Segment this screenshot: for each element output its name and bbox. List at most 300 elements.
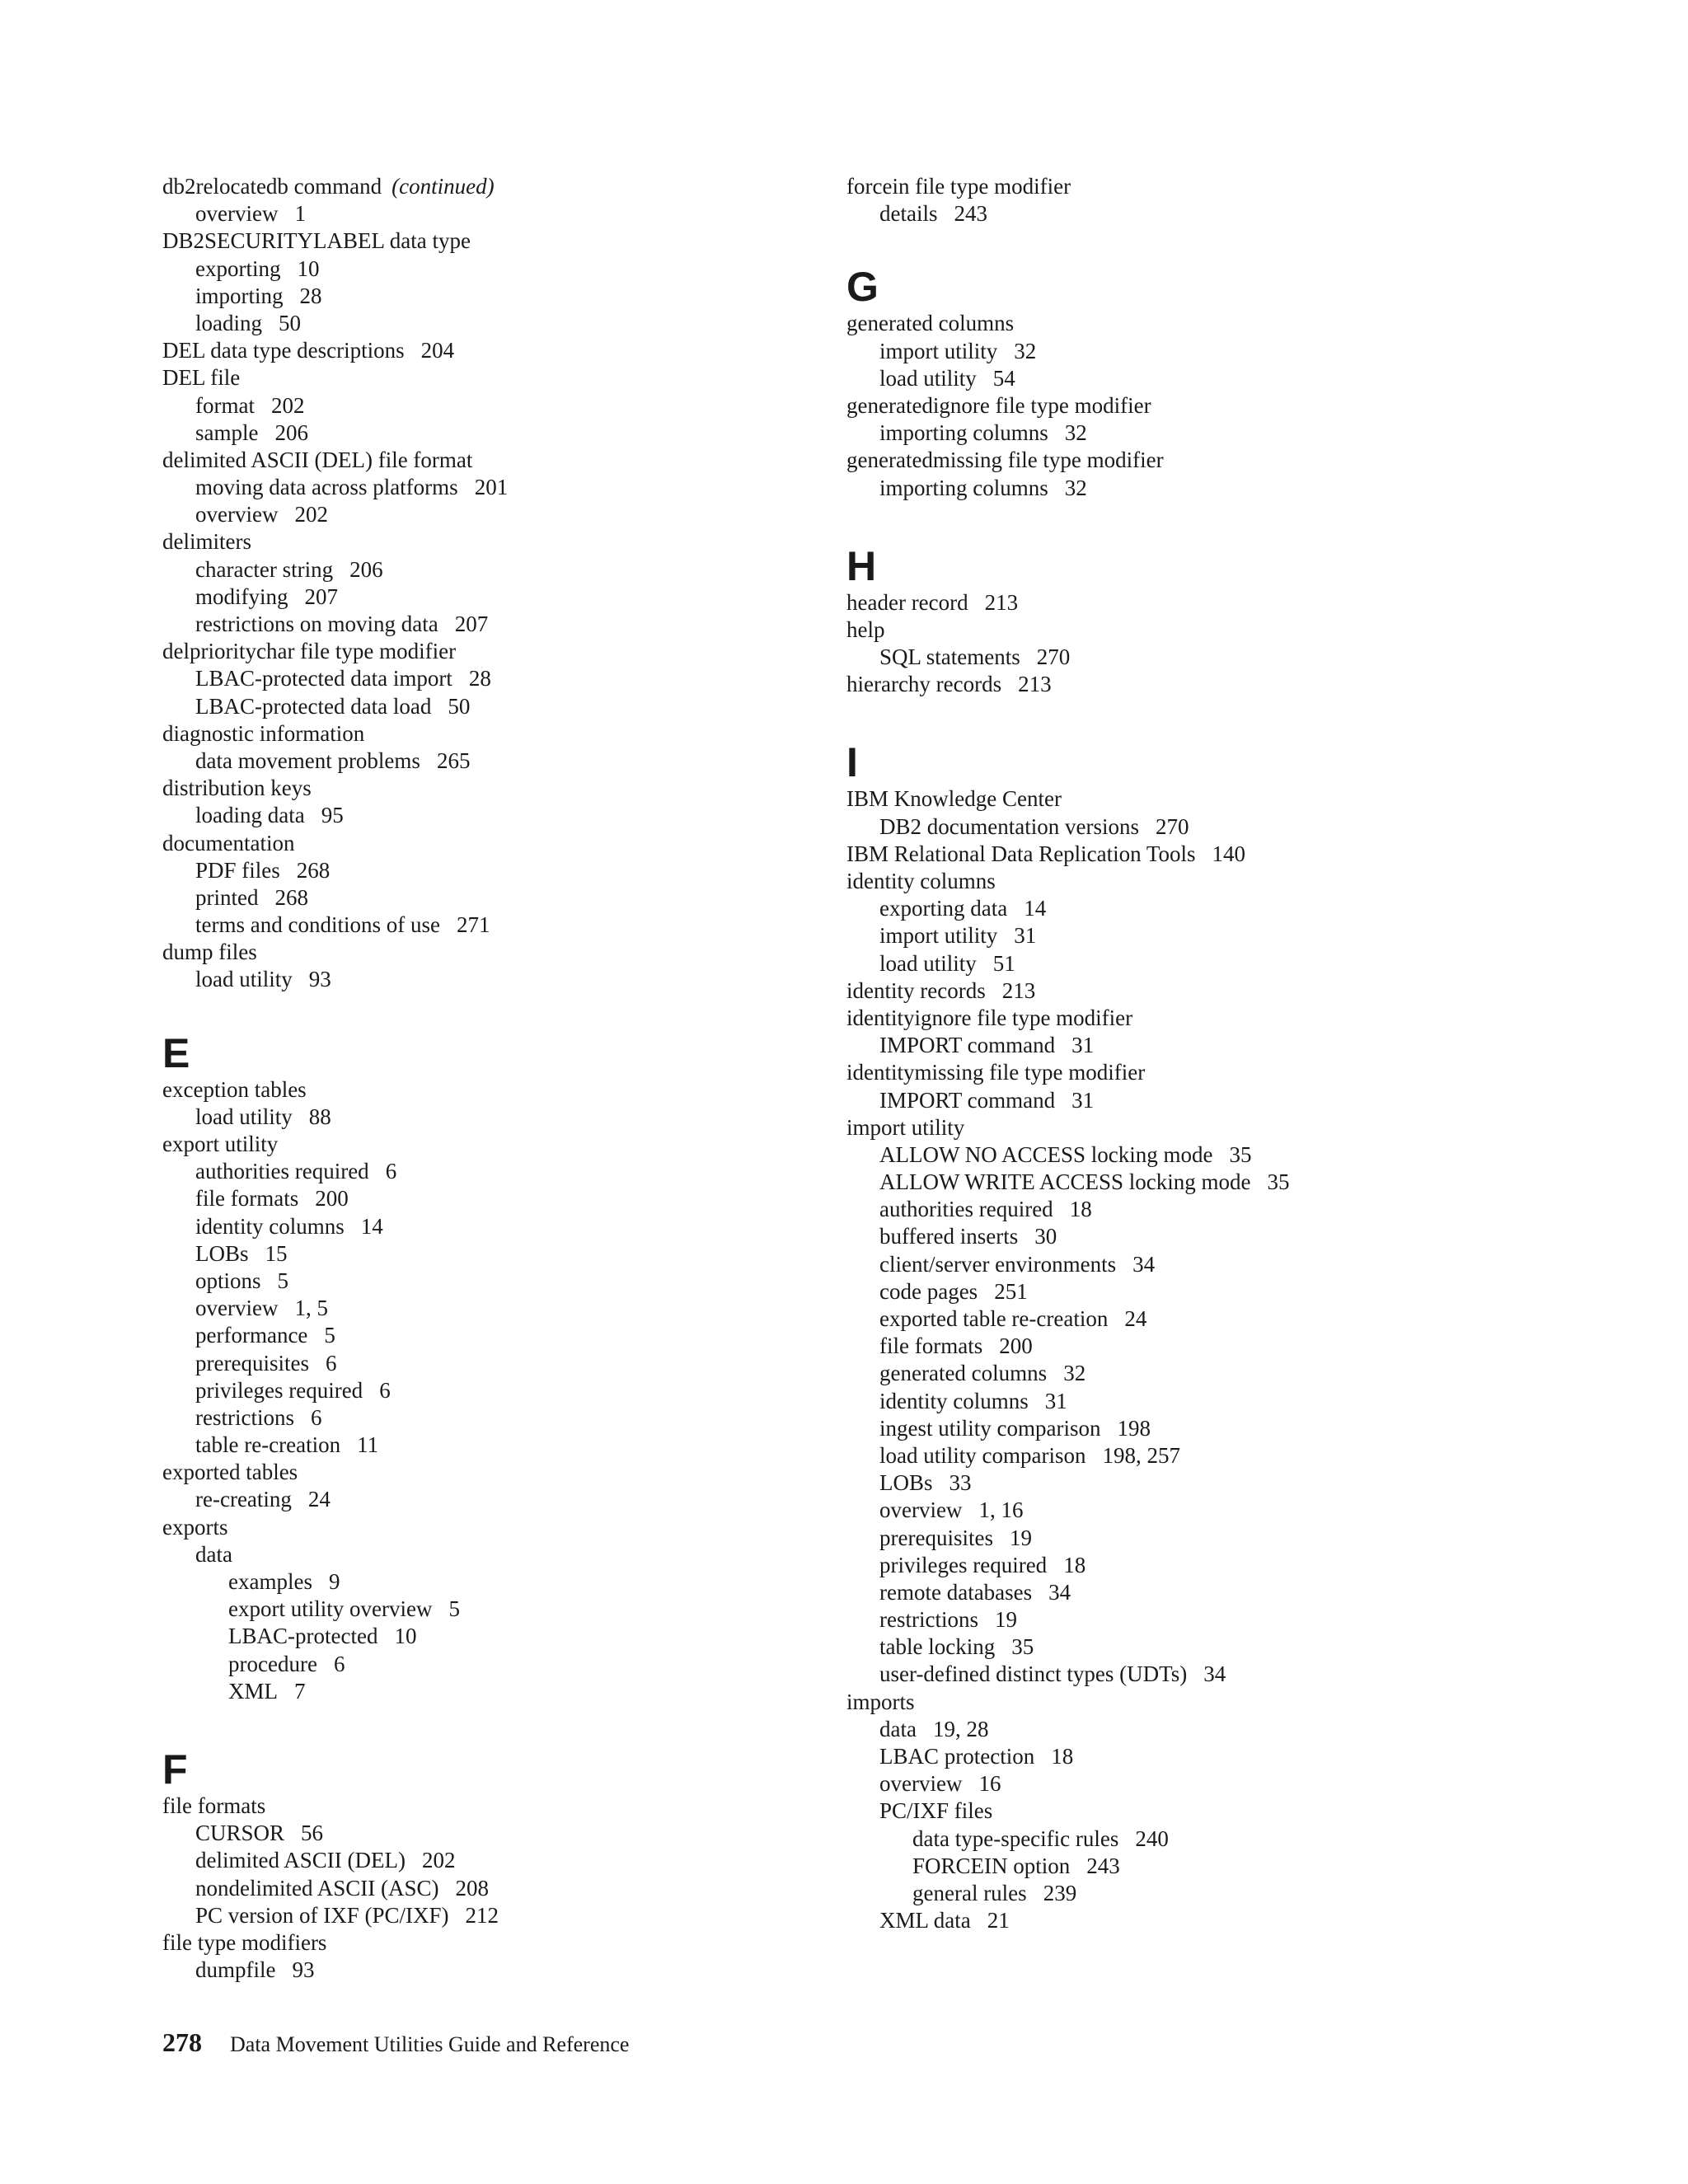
index-entry (846, 447, 1522, 474)
index-term: generatedignore file type modifier (846, 392, 1151, 418)
index-term: distribution keys (162, 776, 312, 801)
index-entry (846, 1552, 1522, 1579)
index-term: dumpfile (195, 1957, 276, 1983)
index-entry (846, 1689, 1522, 1716)
index-term: generated columns (879, 1361, 1048, 1386)
page-reference: 9 (328, 1569, 340, 1594)
index-entry (162, 1541, 789, 1568)
index-entry (162, 528, 789, 555)
index-term: client/server environments (879, 1251, 1117, 1277)
index-term: documentation (162, 830, 295, 855)
index-term: loading data (195, 803, 305, 828)
page-reference: 5 (277, 1268, 289, 1293)
page-reference: 202 (421, 1848, 456, 1873)
page-reference: 5 (324, 1323, 335, 1348)
continued-note: (continued) (392, 174, 495, 199)
book-title: Data Movement Utilities Guide and Reference (230, 2032, 630, 2056)
page-reference: 207 (304, 583, 338, 609)
index-term: user-defined distinct types (UDTs) (879, 1661, 1188, 1687)
index-entry (846, 1797, 1522, 1825)
index-entry (846, 200, 1522, 227)
index-term: moving data across platforms (195, 475, 458, 500)
index-entry (846, 1305, 1522, 1333)
page-reference: 35 (1267, 1169, 1290, 1195)
index-entry (162, 1929, 789, 1957)
page-reference: 206 (274, 419, 308, 445)
page-reference: 56 (301, 1821, 324, 1846)
index-term: ingest utility comparison (879, 1415, 1101, 1441)
index-entry (162, 1623, 789, 1650)
index-term: sample (195, 419, 259, 445)
page-reference: 93 (292, 1957, 315, 1983)
page-reference: 14 (1024, 896, 1047, 921)
page-reference: 10 (297, 255, 320, 281)
index-entry (846, 1087, 1522, 1114)
index-term: export utility (162, 1132, 279, 1156)
index-entry (162, 1131, 789, 1158)
index-entry (846, 173, 1522, 200)
page-reference: 18 (1069, 1197, 1092, 1222)
index-term: hierarchy records (846, 672, 1002, 697)
page-reference: 6 (325, 1350, 337, 1376)
index-entry (162, 501, 789, 528)
page-reference: 11 (357, 1432, 379, 1458)
page-reference: 14 (360, 1213, 383, 1239)
index-term: PDF files (195, 857, 280, 883)
index-entry (162, 1350, 789, 1377)
index-term: overview (195, 201, 279, 227)
index-entry (846, 1141, 1522, 1169)
index-entry (846, 589, 1522, 616)
page-number: 278 (162, 2027, 202, 2057)
index-entry (162, 939, 789, 966)
index-term: data type-specific rules (912, 1825, 1119, 1851)
index-entry (846, 1223, 1522, 1250)
index-term: load utility (879, 950, 977, 976)
index-term: importing (195, 283, 284, 308)
page-reference: 95 (321, 803, 344, 828)
index-entry (846, 616, 1522, 644)
index-term: modifying (195, 583, 288, 609)
index-entry (846, 895, 1522, 922)
page-reference: 202 (294, 502, 328, 527)
index-term: load utility (195, 1104, 293, 1129)
page-reference: 268 (296, 857, 331, 883)
page-reference: 19 (1009, 1525, 1032, 1550)
page-reference: 34 (1132, 1251, 1156, 1277)
index-entry (162, 1104, 789, 1131)
index-entry (162, 1957, 789, 1984)
index-entry (162, 1459, 789, 1486)
index-term: db2relocatedb command (162, 174, 382, 199)
index-term: identity columns (879, 1388, 1029, 1413)
page-reference: 251 (994, 1278, 1028, 1304)
index-entry (846, 1278, 1522, 1305)
index-term: general rules (912, 1880, 1027, 1905)
index-term: LOBs (879, 1470, 933, 1496)
index-term: import utility (879, 338, 998, 363)
index-entry (162, 693, 789, 720)
index-entry (846, 1907, 1522, 1934)
page-reference: 10 (394, 1624, 417, 1649)
index-entry (162, 1432, 789, 1459)
index-term: table re-creation (195, 1432, 341, 1458)
index-entry (162, 830, 789, 857)
index-term: overview (879, 1771, 963, 1797)
index-term: file type modifiers (162, 1929, 327, 1955)
index-term: CURSOR (195, 1821, 285, 1846)
page-reference: 50 (279, 310, 301, 335)
index-term: file formats (162, 1793, 266, 1818)
index-term: code pages (879, 1278, 978, 1304)
index-entry (162, 1678, 789, 1705)
page-reference: 50 (448, 693, 471, 719)
index-entry (846, 475, 1522, 502)
index-term: load utility (879, 365, 977, 391)
index-entry (162, 1847, 789, 1874)
index-entry (846, 1360, 1522, 1387)
index-entry (846, 419, 1522, 447)
index-term: options (195, 1268, 261, 1293)
page-reference: 271 (456, 912, 490, 938)
index-entry (846, 392, 1522, 419)
index-term: generatedmissing file type modifier (846, 448, 1164, 473)
index-entry (846, 1032, 1522, 1059)
index-entry (162, 364, 789, 391)
index-term: import utility (879, 923, 998, 949)
index-entry (162, 720, 789, 748)
index-entry (846, 813, 1522, 841)
index-term: prerequisites (195, 1350, 309, 1376)
index-entry (162, 310, 789, 337)
index-term: ALLOW WRITE ACCESS locking mode (879, 1169, 1251, 1195)
page-reference: 32 (1064, 420, 1087, 446)
index-term: PC version of IXF (PC/IXF) (195, 1902, 449, 1928)
index-term: overview (879, 1497, 963, 1523)
page-reference: 15 (265, 1240, 288, 1266)
index-entry (162, 1295, 789, 1322)
index-term: LOBs (195, 1240, 249, 1266)
index-term: nondelimited ASCII (ASC) (195, 1875, 439, 1900)
index-column-right (846, 173, 1522, 1934)
page-reference: 31 (1014, 923, 1037, 949)
index-entry (846, 1196, 1522, 1223)
index-term: details (879, 201, 938, 227)
index-entry (162, 1377, 789, 1404)
page-reference: 18 (1063, 1552, 1086, 1577)
index-entry (846, 841, 1522, 868)
index-term: exports (162, 1514, 228, 1540)
index-term: DEL data type descriptions (162, 338, 405, 363)
index-term: data (879, 1716, 917, 1741)
page-reference: 6 (310, 1404, 322, 1430)
index-term: overview (195, 1296, 279, 1321)
index-term: identity records (846, 977, 986, 1003)
page-reference: 213 (1018, 672, 1052, 697)
page-reference: 88 (308, 1104, 331, 1129)
page-reference: 7 (294, 1678, 306, 1704)
index-entry (162, 200, 789, 227)
index-term: delprioritychar file type modifier (162, 639, 457, 664)
index-term: data movement problems (195, 748, 420, 773)
index-entry (162, 337, 789, 364)
index-term: exception tables (162, 1076, 307, 1102)
index-entry (846, 1525, 1522, 1552)
index-term: forcein file type modifier (846, 174, 1071, 199)
page-reference: 140 (1212, 841, 1246, 866)
page-reference: 265 (436, 748, 471, 773)
page-reference: 93 (308, 967, 331, 992)
index-term: IBM Knowledge Center (846, 786, 1062, 812)
index-entry (846, 977, 1522, 1005)
index-entry (162, 802, 789, 829)
page-reference: 35 (1229, 1141, 1252, 1167)
index-term: importing columns (879, 475, 1048, 500)
index-entry (846, 365, 1522, 392)
index-entry (846, 1497, 1522, 1524)
index-term: header record (846, 589, 968, 615)
index-entry (162, 474, 789, 501)
index-term: identitymissing file type modifier (846, 1060, 1146, 1085)
index-entry (162, 966, 789, 993)
page-reference: 200 (315, 1186, 349, 1212)
page-reference: 212 (465, 1902, 499, 1928)
page-reference: 198, 257 (1102, 1442, 1180, 1468)
index-term: buffered inserts (879, 1224, 1019, 1249)
index-entry (162, 748, 789, 775)
index-term: terms and conditions of use (195, 912, 440, 938)
page-reference: 243 (954, 201, 987, 227)
index-term: help (846, 616, 885, 642)
page-footer (162, 2027, 629, 2058)
index-entry (846, 1333, 1522, 1360)
page-reference: 31 (1071, 1087, 1095, 1113)
page-reference: 18 (1051, 1744, 1074, 1769)
index-term: LBAC-protected (228, 1624, 378, 1649)
index-term: format (195, 392, 255, 418)
page-reference: 5 (448, 1596, 460, 1622)
index-entry (846, 1770, 1522, 1797)
index-term: FORCEIN option (912, 1853, 1071, 1878)
index-term: DB2SECURITYLABEL data type (162, 228, 471, 254)
index-entry (846, 868, 1522, 895)
index-term: ALLOW NO ACCESS locking mode (879, 1141, 1213, 1167)
page-reference: 32 (1014, 338, 1037, 363)
index-entry (162, 556, 789, 583)
index-entry (846, 1825, 1522, 1853)
page-reference: 30 (1034, 1224, 1057, 1249)
index-entry (162, 583, 789, 611)
index-entry (162, 1404, 789, 1432)
index-entry (162, 1514, 789, 1541)
index-entry (846, 922, 1522, 949)
page-reference: 24 (1124, 1306, 1147, 1331)
page-reference: 6 (385, 1159, 397, 1184)
section-letter: I (846, 739, 858, 786)
index-entry (846, 1469, 1522, 1497)
page-reference: 198 (1117, 1415, 1151, 1441)
page-reference: 1, 16 (978, 1497, 1024, 1523)
index-entry (162, 638, 789, 665)
index-entry (846, 1388, 1522, 1415)
page-reference: 6 (379, 1377, 391, 1403)
index-term: exported table re-creation (879, 1306, 1109, 1331)
index-entry (162, 1486, 789, 1513)
page-reference: 32 (1064, 475, 1087, 500)
page-reference: 208 (455, 1875, 489, 1900)
index-term: export utility overview (228, 1596, 433, 1622)
index-entry (162, 173, 789, 200)
page-reference: 6 (333, 1651, 345, 1676)
index-entry (162, 392, 789, 419)
index-entry (162, 1213, 789, 1240)
index-entry (162, 1158, 789, 1185)
index-term: delimited ASCII (DEL) file format (162, 447, 473, 472)
index-entry (846, 1661, 1522, 1688)
page-reference: 207 (454, 612, 489, 636)
page-reference: 213 (984, 589, 1019, 615)
page-reference: 206 (349, 556, 383, 582)
index-term: exported tables (162, 1460, 298, 1485)
index-entry (162, 419, 789, 447)
index-entry (162, 1240, 789, 1268)
page-reference: 239 (1043, 1880, 1077, 1905)
index-entry (162, 1820, 789, 1847)
index-entry (162, 1902, 789, 1929)
page-reference: 16 (978, 1771, 1001, 1797)
index-term: overview (195, 502, 279, 527)
index-entry (162, 1596, 789, 1623)
index-entry (162, 1185, 789, 1212)
index-entry (162, 1793, 789, 1820)
page-reference: 204 (420, 338, 455, 363)
index-term: IMPORT command (879, 1087, 1056, 1113)
page-reference: 243 (1086, 1853, 1120, 1878)
index-entry (162, 611, 789, 638)
section-letter: F (162, 1746, 188, 1793)
page-reference: 202 (270, 392, 305, 418)
page-reference: 34 (1048, 1579, 1071, 1605)
index-term: diagnostic information (162, 720, 365, 746)
index-term: printed (195, 884, 259, 910)
index-term: restrictions on moving data (195, 612, 438, 636)
page-reference: 32 (1063, 1361, 1086, 1386)
index-entry (846, 310, 1522, 337)
index-term: import utility (846, 1114, 965, 1140)
index-term: IBM Relational Data Replication Tools (846, 841, 1196, 866)
page-reference: 35 (1011, 1634, 1034, 1660)
index-entry (846, 671, 1522, 698)
page-reference: 31 (1044, 1388, 1067, 1413)
index-term: file formats (879, 1333, 983, 1359)
index-term: remote databases (879, 1579, 1033, 1605)
index-term: load utility comparison (879, 1442, 1086, 1468)
index-entry (846, 1251, 1522, 1278)
page-reference: 270 (1036, 644, 1071, 670)
index-entry (846, 1059, 1522, 1086)
index-term: character string (195, 556, 334, 582)
index-term: identity columns (195, 1213, 345, 1239)
index-entry (846, 1743, 1522, 1770)
index-term: dump files (162, 940, 257, 965)
index-term: identityignore file type modifier (846, 1005, 1133, 1030)
index-entry (846, 785, 1522, 813)
index-entry (846, 1579, 1522, 1606)
index-entry (162, 1076, 789, 1104)
index-term: XML data (879, 1908, 971, 1933)
index-term: prerequisites (879, 1525, 993, 1550)
index-term: LBAC-protected data import (195, 666, 452, 691)
index-term: load utility (195, 967, 293, 992)
index-entry (162, 255, 789, 283)
page-reference: 270 (1155, 813, 1189, 839)
index-entry (162, 1568, 789, 1596)
index-term: generated columns (846, 311, 1015, 336)
index-entry (162, 1268, 789, 1295)
index-entry (162, 1322, 789, 1349)
page-reference: 213 (1001, 977, 1036, 1003)
index-entry (162, 775, 789, 802)
index-entry (162, 1651, 789, 1678)
index-term: exporting data (879, 896, 1008, 921)
page-reference: 51 (992, 950, 1015, 976)
index-entry (846, 1415, 1522, 1442)
page-reference: 19 (994, 1607, 1017, 1633)
page-reference: 28 (468, 666, 491, 691)
index-term: privileges required (879, 1552, 1048, 1577)
index-term: PC/IXF files (879, 1798, 993, 1824)
index-entry (846, 1606, 1522, 1633)
page-reference: 268 (274, 884, 308, 910)
section-letter: G (846, 264, 879, 311)
section-letter: H (846, 542, 877, 589)
page-reference: 19, 28 (932, 1716, 989, 1741)
index-entry (162, 884, 789, 912)
index-term: authorities required (195, 1159, 369, 1184)
page-reference: 1, 5 (294, 1296, 328, 1321)
index-entry (846, 338, 1522, 365)
index-entry (162, 1875, 789, 1902)
index-entry (846, 1633, 1522, 1661)
page-reference: 54 (992, 365, 1015, 391)
index-term: LBAC-protected data load (195, 693, 432, 719)
index-term: file formats (195, 1186, 299, 1212)
page-reference: 33 (949, 1470, 972, 1496)
index-term: restrictions (195, 1404, 294, 1430)
index-term: identity columns (846, 869, 996, 893)
index-entry (162, 283, 789, 310)
index-term: performance (195, 1323, 308, 1348)
index-term: procedure (228, 1651, 317, 1676)
page-reference: 200 (999, 1333, 1033, 1359)
index-entry (846, 1169, 1522, 1196)
index-entry (846, 1005, 1522, 1032)
page-reference: 201 (474, 475, 509, 500)
index-term: table locking (879, 1634, 996, 1660)
page-reference: 240 (1135, 1825, 1169, 1851)
index-term: delimiters (162, 529, 251, 555)
page-reference: 31 (1071, 1033, 1095, 1058)
index-entry (162, 227, 789, 255)
page-reference: 34 (1203, 1661, 1226, 1687)
index-term: authorities required (879, 1197, 1053, 1222)
index-term: examples (228, 1569, 312, 1594)
index-term: IMPORT command (879, 1033, 1056, 1058)
section-letter: E (162, 1029, 190, 1076)
index-term: loading (195, 310, 262, 335)
index-entry (846, 1880, 1522, 1907)
index-term: re-creating (195, 1487, 292, 1512)
